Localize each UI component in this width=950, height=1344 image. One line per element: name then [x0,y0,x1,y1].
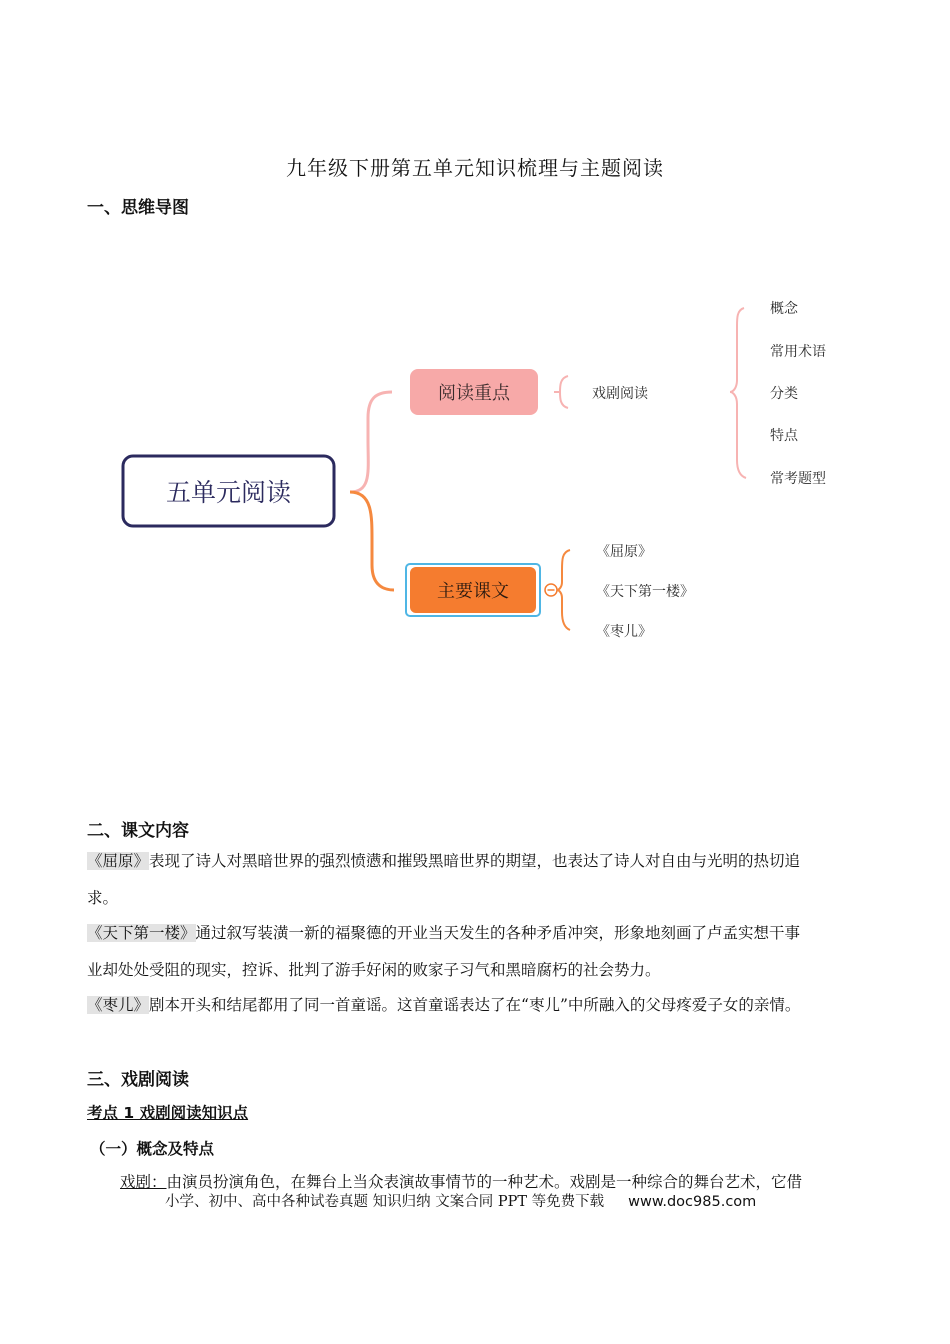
mindmap-leaf: 《枣儿》 [596,624,652,640]
lesson-title: 《枣儿》 [87,996,150,1014]
lesson-paragraph-cont: 求。 [87,889,119,907]
lesson-paragraph-cont: 业却处处受阻的现实，控诉、批判了游手好闲的败家子习气和黑暗腐朽的社会势力。 [87,961,661,979]
brace-branch1 [560,376,568,408]
mindmap-leaf: 《屈原》 [596,544,652,560]
mindmap-leaf: 常考题型 [770,471,826,487]
definition-term: 戏剧： [120,1173,167,1191]
subsection-heading: （一）概念及特点 [90,1140,215,1158]
connector-branch2 [350,492,394,590]
lesson-text: 通过叙写装潢一新的福聚德的开业当天发生的各种矛盾冲突，形象地刻画了卢孟实想干事 [195,924,801,942]
mindmap-leaf: 分类 [770,386,798,402]
mindmap-root-label: 五单元阅读 [165,478,291,507]
section-heading-mindmap: 一、思维导图 [87,198,189,218]
lesson-paragraph [87,851,877,871]
mindmap-leaf: 概念 [770,301,798,317]
lesson-paragraph [87,995,887,1015]
section-heading-lessons: 二、课文内容 [87,821,189,841]
mindmap-branch1-label: 阅读重点 [438,383,510,404]
definition-paragraph [120,1170,880,1192]
lesson-paragraph [87,923,877,943]
lesson-text: 剧本开头和结尾都用了同一首童谣。这首童谣表达了在“枣儿”中所融入的父母疼爱子女的亲情。 [149,996,801,1014]
definition-text: 由演员扮演角色，在舞台上当众表演故事情节的一种艺术。戏剧是一种综合的舞台艺术，它借 [166,1173,803,1191]
mindmap-leaf: 《天下第一楼》 [596,584,694,600]
lesson-title: 《屈原》 [87,852,150,870]
mindmap-leaf: 特点 [770,428,798,444]
footer-text: 小学、初中、高中各种试卷真题 知识归纳 文案合同 PPT 等免费下载 [165,1194,605,1210]
page-title: 九年级下册第五单元知识梳理与主题阅读 [286,156,664,180]
kaodian-heading: 考点 1 戏剧阅读知识点 [87,1104,249,1122]
mindmap-leaf: 常用术语 [770,344,826,360]
footer [165,1190,756,1211]
lesson-title: 《天下第一楼》 [87,924,196,942]
footer-url-link[interactable]: www.doc985.com [628,1194,757,1210]
section-heading-drama: 三、戏剧阅读 [87,1070,189,1090]
connector-branch1 [350,392,392,492]
mindmap-branch1-child: 戏剧阅读 [592,386,648,402]
brace-branch1-leaves [730,308,746,478]
lesson-text: 表现了诗人对黑暗世界的强烈愤懑和摧毁黑暗世界的期望，也表达了诗人对自由与光明的热切追 [149,852,801,870]
mindmap-branch2-label: 主要课文 [437,581,509,602]
brace-branch2-leaves [557,550,570,630]
